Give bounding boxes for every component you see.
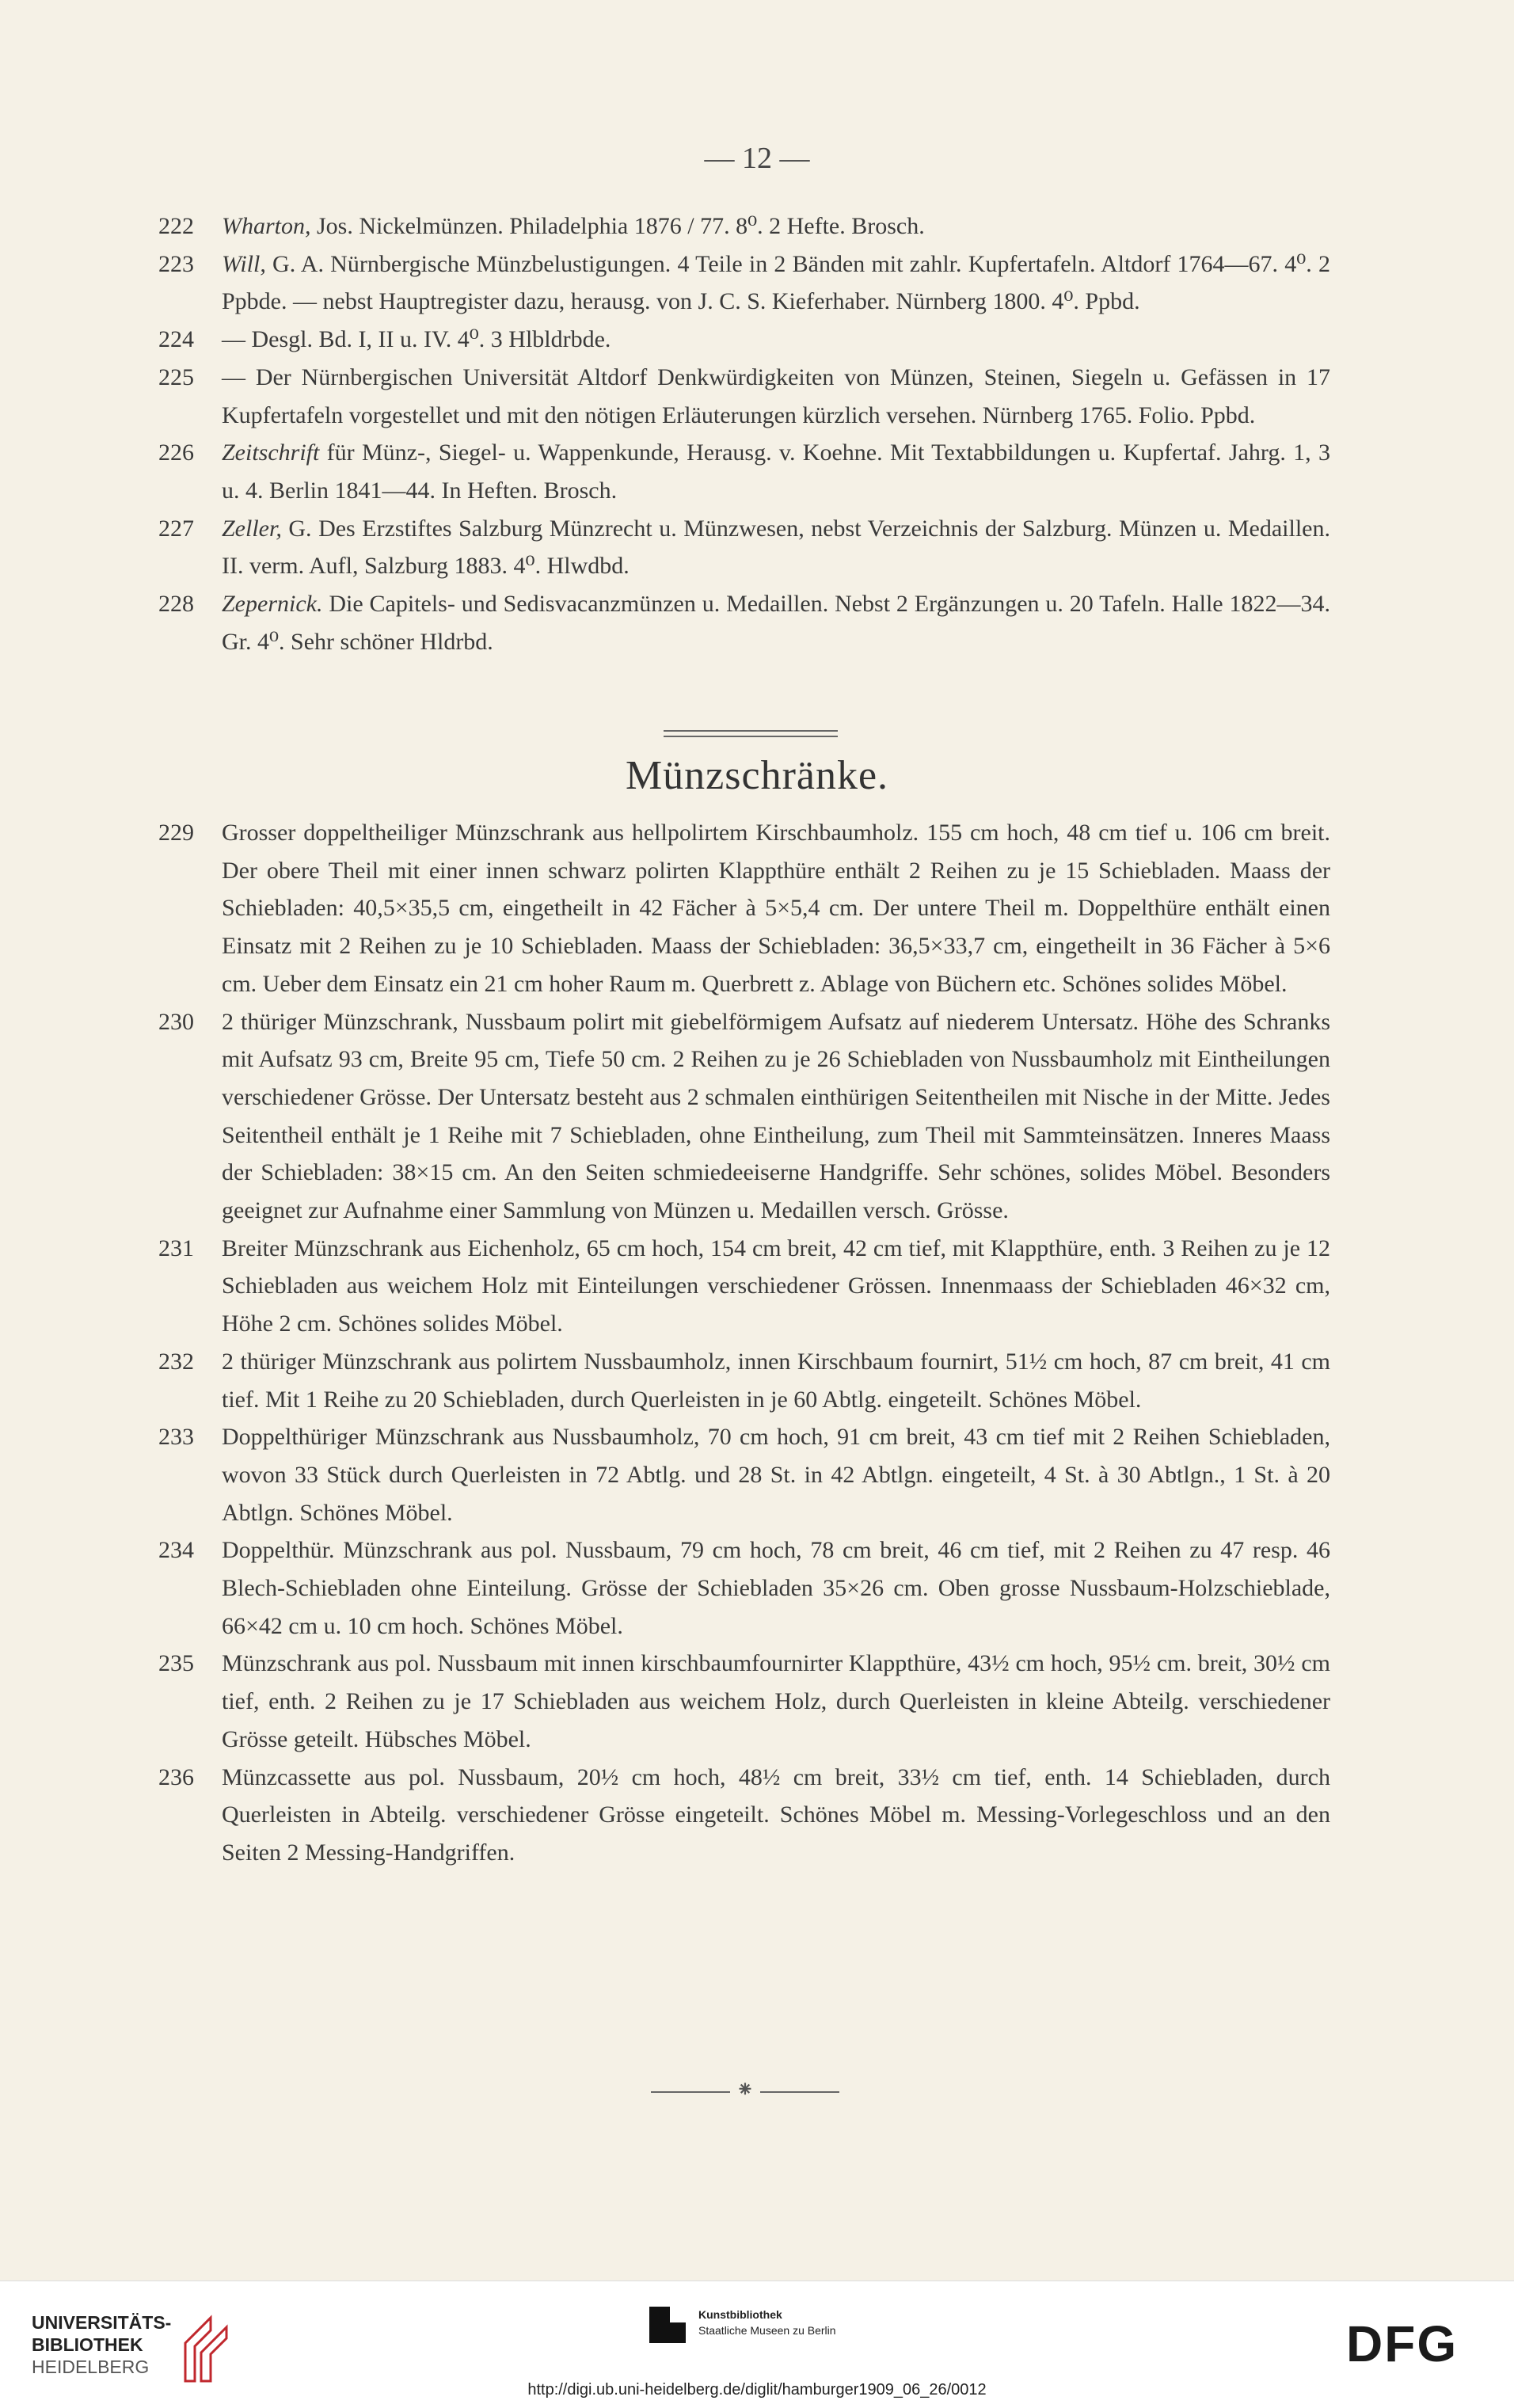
entry-text: Münzcassette aus pol. Nussbaum, 20½ cm hoch, 48½ cm breit, 33½ cm tief, enth. 14 Schiebladen, durch Querleisten in Abteilg. verschiedener Grösse eingeteilt. Schönes Möbel m. Messing-Vorlegeschloss und an den Seiten 2 Messing-Handgriffen. <box>222 1763 1330 1866</box>
catalog-entry <box>158 1343 1330 1418</box>
catalog-entry <box>158 1759 1330 1872</box>
catalog-entry <box>158 434 1330 509</box>
entry-lead: Zeller, <box>222 515 282 542</box>
kb-logo-line1: Kunstbibliothek <box>698 2308 782 2321</box>
entry-number: 225 <box>158 363 194 390</box>
catalog-entries-top <box>158 207 1330 660</box>
heidelberg-library-logo[interactable] <box>32 2311 234 2383</box>
catalog-entry <box>158 585 1330 660</box>
permalink-url[interactable]: http://digi.ub.uni-heidelberg.de/diglit/hamburger1909_06_26/0012 <box>527 2381 987 2398</box>
entry-number: 227 <box>158 515 194 542</box>
entry-lead: Zepernick. <box>222 591 323 618</box>
catalog-entries-bottom <box>158 814 1330 1872</box>
entry-text: Jos. Nickelmünzen. Philadelphia 1876 / 77. 8⁰. 2 Hefte. Brosch. <box>310 213 925 239</box>
entry-number: 231 <box>158 1234 194 1261</box>
entry-lead: Zeitschrift <box>222 439 320 466</box>
heidelberg-mark-icon <box>179 2311 234 2383</box>
entry-lead: Wharton, <box>222 213 311 239</box>
catalog-entry <box>158 207 1330 245</box>
entry-text: G. A. Nürnbergische Münzbelustigungen. 4 Teile in 2 Bänden mit zahlr. Kupfertafeln. Altdorf 1764—67. 4⁰. 2 Ppbde. — nebst Hauptregister dazu, herausg. von J. C. S. Kieferhaber. Nürnberg 1800. 4⁰. Ppbd. <box>222 250 1330 315</box>
entry-number: 224 <box>158 326 194 353</box>
entry-number: 230 <box>158 1008 194 1035</box>
kunstbibliothek-mark-icon <box>649 2307 686 2343</box>
catalog-entry <box>158 510 1330 585</box>
entry-text: Doppelthür. Münzschrank aus pol. Nussbaum, 79 cm hoch, 78 cm breit, 46 cm tief, mit 2 Reihen zu 47 resp. 46 Blech-Schiebladen ohne Einteilung. Grösse der Schiebladen 35×26 cm. Oben grosse Nussbaum-Holzschieblade, 66×42 cm u. 10 cm hoch. Schönes Möbel. <box>222 1537 1330 1639</box>
entry-text: 2 thüriger Münzschrank, Nussbaum polirt mit giebelförmigem Aufsatz auf niederem Untersatz. Höhe des Schranks mit Aufsatz 93 cm, Breite 95 cm, Tiefe 50 cm. 2 Reihen zu je 26 Schiebladen von Nussbaumholz mit Eintheilungen verschiedener Grösse. Der Untersatz besteht aus 2 schmalen einthürigen Seitentheilen mit Nische in der Mitte. Jedes Seitentheil enthält je 1 Reihe mit 7 Schiebladen, ohne Eintheilung, zum Theil mit Sammteinsätzen. Inneres Maass der Schiebladen: 38×15 cm. An den Seiten schmiedeeiserne Handgriffe. Sehr schönes, solides Möbel. Besonders geeignet zur Aufnahme einer Sammlung von Münzen u. Medaillen versch. Grösse. <box>222 1008 1330 1224</box>
viewer-footer <box>0 2281 1514 2408</box>
kunstbibliothek-logo[interactable] <box>649 2307 836 2343</box>
catalog-entry <box>158 814 1330 1003</box>
entry-number: 233 <box>158 1424 194 1451</box>
section-heading: Münzschränke. <box>625 753 889 798</box>
entry-number: 222 <box>158 213 194 239</box>
entry-text: Doppelthüriger Münzschrank aus Nussbaumholz, 70 cm hoch, 91 cm breit, 43 cm tief mit 2 Reihen Schiebladen, wovon 33 Stück durch Querleisten in 72 Abtlg. und 28 St. in 42 Abtlgn. eingeteilt, 4 St. à 30 Abtlgn., 1 St. à 20 Abtlgn. Schönes Möbel. <box>222 1424 1330 1526</box>
catalog-entry <box>158 1418 1330 1531</box>
catalog-entry <box>158 1645 1330 1758</box>
entry-text: Münzschrank aus pol. Nussbaum mit innen kirschbaumfournirter Klappthüre, 43½ cm hoch, 95½ cm. breit, 30½ cm tief, enth. 2 Reihen zu je 17 Schiebladen aus weichem Holz, durch Querleisten in kleine Abteilg. verschiedener Grösse geteilt. Hübsches Möbel. <box>222 1650 1330 1752</box>
entry-number: 232 <box>158 1348 194 1375</box>
end-ornament <box>614 2076 876 2103</box>
catalog-entry <box>158 321 1330 359</box>
catalog-entry <box>158 1531 1330 1645</box>
entry-number: 229 <box>158 820 194 846</box>
ornament-star-icon: ⁕ <box>736 2078 755 2102</box>
uni-logo-line2: BIBLIOTHEK <box>32 2334 143 2355</box>
page-number: — 12 — <box>704 142 810 175</box>
entry-text: Breiter Münzschrank aus Eichenholz, 65 cm hoch, 154 cm breit, 42 cm tief, mit Klappthüre, enth. 3 Reihen zu je 12 Schiebladen aus weichem Holz mit Einteilungen verschiedener Grössen. Innenmaass der Schiebladen 46×32 cm, Höhe 2 cm. Schönes solides Möbel. <box>222 1234 1330 1337</box>
entry-lead: Will, <box>222 250 266 277</box>
entry-number: 235 <box>158 1650 194 1677</box>
entry-text: G. Des Erzstiftes Salzburg Münzrecht u. Münzwesen, nebst Verzeichnis der Salzburg. Münzen u. Medaillen. II. verm. Aufl, Salzburg 1883. 4⁰. Hlwdbd. <box>222 515 1330 580</box>
entry-text: — Desgl. Bd. I, II u. IV. 4⁰. 3 Hlbldrbde. <box>222 326 611 353</box>
catalog-entry <box>158 1230 1330 1343</box>
entry-text: — Der Nürnbergischen Universität Altdorf Denkwürdigkeiten von Münzen, Steinen, Siegeln u. Gefässen in 17 Kupfertafeln vorgestellet und mit den nötigen Erläuterungen kürzlich versehen. Nürnberg 1765. Folio. Ppbd. <box>222 363 1330 428</box>
double-rule-divider <box>664 730 838 737</box>
entry-number: 228 <box>158 591 194 618</box>
ornament-line-left <box>651 2091 730 2093</box>
catalog-entry <box>158 245 1330 321</box>
entry-text: Grosser doppeltheiliger Münzschrank aus hellpolirtem Kirschbaumholz. 155 cm hoch, 48 cm tief u. 106 cm breit. Der obere Theil mit einer innen schwarz polirten Klappthüre enthält 2 Reihen zu je 15 Schiebladen. Maass der Schiebladen: 40,5×35,5 cm, eingetheilt in 42 Fächer à 5×5,4 cm. Der untere Theil m. Doppelthüre enthält einen Einsatz mit 2 Reihen zu je 10 Schiebladen. Maass der Schiebladen: 36,5×33,7 cm, eingetheilt in 36 Fächer à 5×6 cm. Ueber dem Einsatz ein 21 cm hoher Raum m. Querbrett z. Ablage von Büchern etc. Schönes solides Möbel. <box>222 820 1330 997</box>
entry-text: Die Capitels- und Sedisvacanzmünzen u. Medaillen. Nebst 2 Ergänzungen u. 20 Tafeln. Halle 1822—34. Gr. 4⁰. Sehr schöner Hldrbd. <box>222 591 1330 655</box>
catalog-entry <box>158 1003 1330 1230</box>
entry-number: 226 <box>158 439 194 466</box>
entry-number: 236 <box>158 1763 194 1790</box>
ornament-line-right <box>760 2091 839 2093</box>
entry-number: 223 <box>158 250 194 277</box>
entry-text: 2 thüriger Münzschrank aus polirtem Nussbaumholz, innen Kirschbaum fournirt, 51½ cm hoch, 87 cm breit, 41 cm tief. Mit 1 Reihe zu 20 Schiebladen, durch Querleisten in je 60 Abtlg. eingeteilt. Schönes Möbel. <box>222 1348 1330 1413</box>
entry-number: 234 <box>158 1537 194 1564</box>
kb-logo-line2: Staatliche Museen zu Berlin <box>698 2324 836 2337</box>
catalog-entry <box>158 359 1330 434</box>
uni-logo-line1: UNIVERSITÄTS- <box>32 2312 172 2333</box>
dfg-logo[interactable]: DFG <box>1346 2315 1459 2372</box>
uni-logo-line3: HEIDELBERG <box>32 2357 150 2377</box>
entry-text: für Münz-, Siegel- u. Wappenkunde, Herausg. v. Koehne. Mit Textabbildungen u. Kupfertaf. Jahrg. 1, 3 u. 4. Berlin 1841—44. In Heften. Brosch. <box>222 439 1330 504</box>
